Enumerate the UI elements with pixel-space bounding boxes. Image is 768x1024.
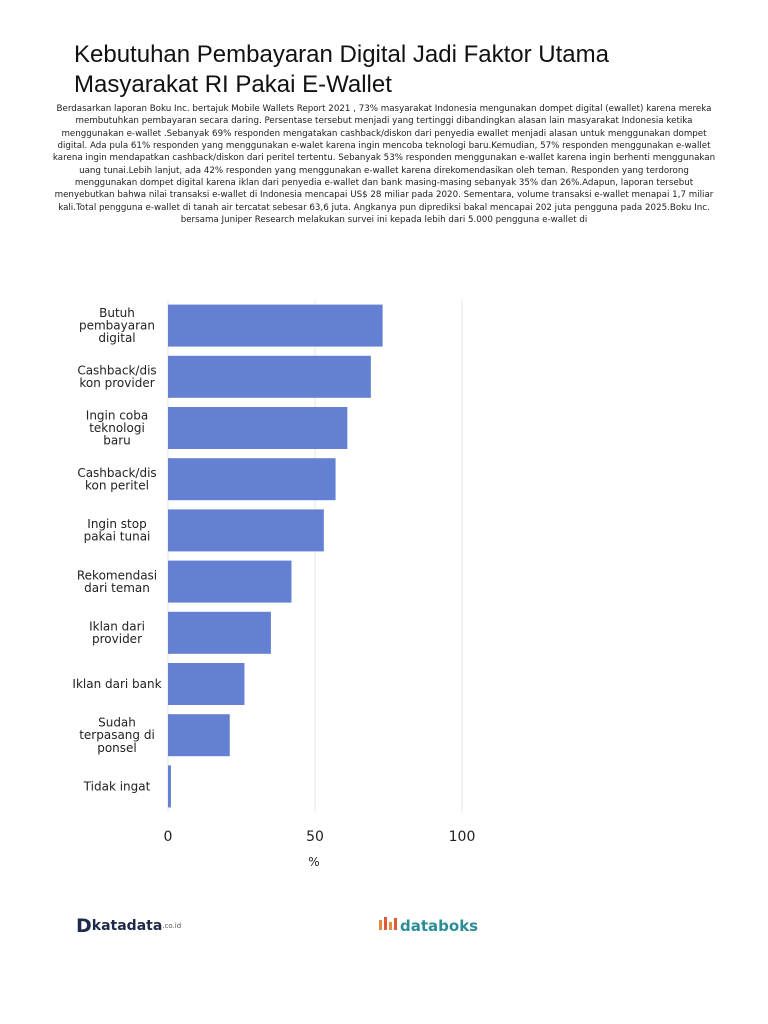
x-tick-label: 0: [163, 829, 173, 845]
category-label: Iklan dari provider: [89, 619, 145, 647]
bar: [168, 561, 291, 603]
x-axis-ticks: [164, 829, 476, 845]
bar: [168, 407, 347, 449]
category-label: Ingin coba teknologi baru: [85, 408, 149, 448]
katadata-logo: [76, 915, 181, 937]
bar: [168, 305, 383, 347]
category-label: Sudah terpasang di ponsel: [79, 715, 155, 755]
databoks-logo: [378, 915, 478, 937]
katadata-suffix: .co.id: [162, 922, 182, 930]
category-label: Butuh pembayaran digital: [78, 306, 156, 346]
bar: [168, 663, 244, 705]
page-title: Kebutuhan Pembayaran Digital Jadi Faktor Utama Masyarakat RI Pakai E-Wallet: [74, 41, 609, 98]
x-tick-label: 50: [306, 829, 324, 845]
category-label: Cashback/dis kon peritel: [77, 465, 157, 493]
x-axis-label: %: [308, 855, 320, 869]
category-labels: [72, 306, 161, 793]
bar: [168, 714, 230, 756]
bars: [168, 305, 383, 808]
x-tick-label: 100: [448, 829, 476, 845]
bar: [168, 509, 324, 551]
bar: [168, 356, 371, 398]
katadata-mark-icon: D: [76, 915, 92, 937]
category-label: Ingin stop pakai tunai: [83, 517, 151, 544]
article-description: Berdasarkan laporan Boku Inc. bertajuk Mobile Wallets Report 2021 , 73% masyarakat Indonesia mengunakan dompet digital (ewallet) karena mereka membutuhkan pembayaran secara daring. Persentase tersebut menjadi yang tertinggi dibandingkan alasan lain masyarakat Indonesia ketika menggunakan e-wallet .Sebanyak 69% responden mengatakan cashback/diskon dari penyedia ewallet menjadi alasan untuk menggunakan dompet digital. Ada pula 61% responden yang menggunakan e-walet karena ingin mencoba teknologi baru.Kemudian, 57% responden menggunakan e-wallet karena ingin mendapatkan cashback/diskon dari peritel tertentu. Sebanyak 53% responden menggunakan e-wallet karena ingin berhenti menggunakan uang tunai.Lebih lanjut, ada 42% responden yang menggunakan e-wallet karena direkomendasikan oleh teman. Responden yang terdorong menggunakan dompet digital karena iklan dari penyedia e-wallet dan bank masing-masing sebanyak 35% dan 26%.Adapun, laporan tersebut menyebutkan bahwa nilai transaksi e-wallet di Indonesia mencapai US$ 28 miliar pada 2020. Sementara, volume transaksi e-wallet menapai 1,7 miliar kali.Total pengguna e-wallet di tanah air tercatat sebesar 63,6 juta. Angkanya pun diprediksi bakal mencapai 202 juta pengguna pada 2025.Boku Inc. bersama Juniper Research melakukan survei ini kepada lebih dari 5.000 pengguna e-wallet di: [52, 104, 716, 226]
category-label: Rekomendasi dari teman: [76, 568, 158, 595]
category-label: Tidak ingat: [83, 779, 151, 794]
bar: [168, 612, 271, 654]
databoks-bars-icon: [378, 915, 400, 937]
category-label: Iklan dari bank: [72, 677, 162, 691]
databoks-name: databoks: [400, 917, 479, 935]
bar: [168, 765, 171, 807]
category-label: Cashback/dis kon provider: [77, 363, 157, 391]
bar: [168, 458, 336, 500]
katadata-name: katadata: [91, 918, 163, 934]
